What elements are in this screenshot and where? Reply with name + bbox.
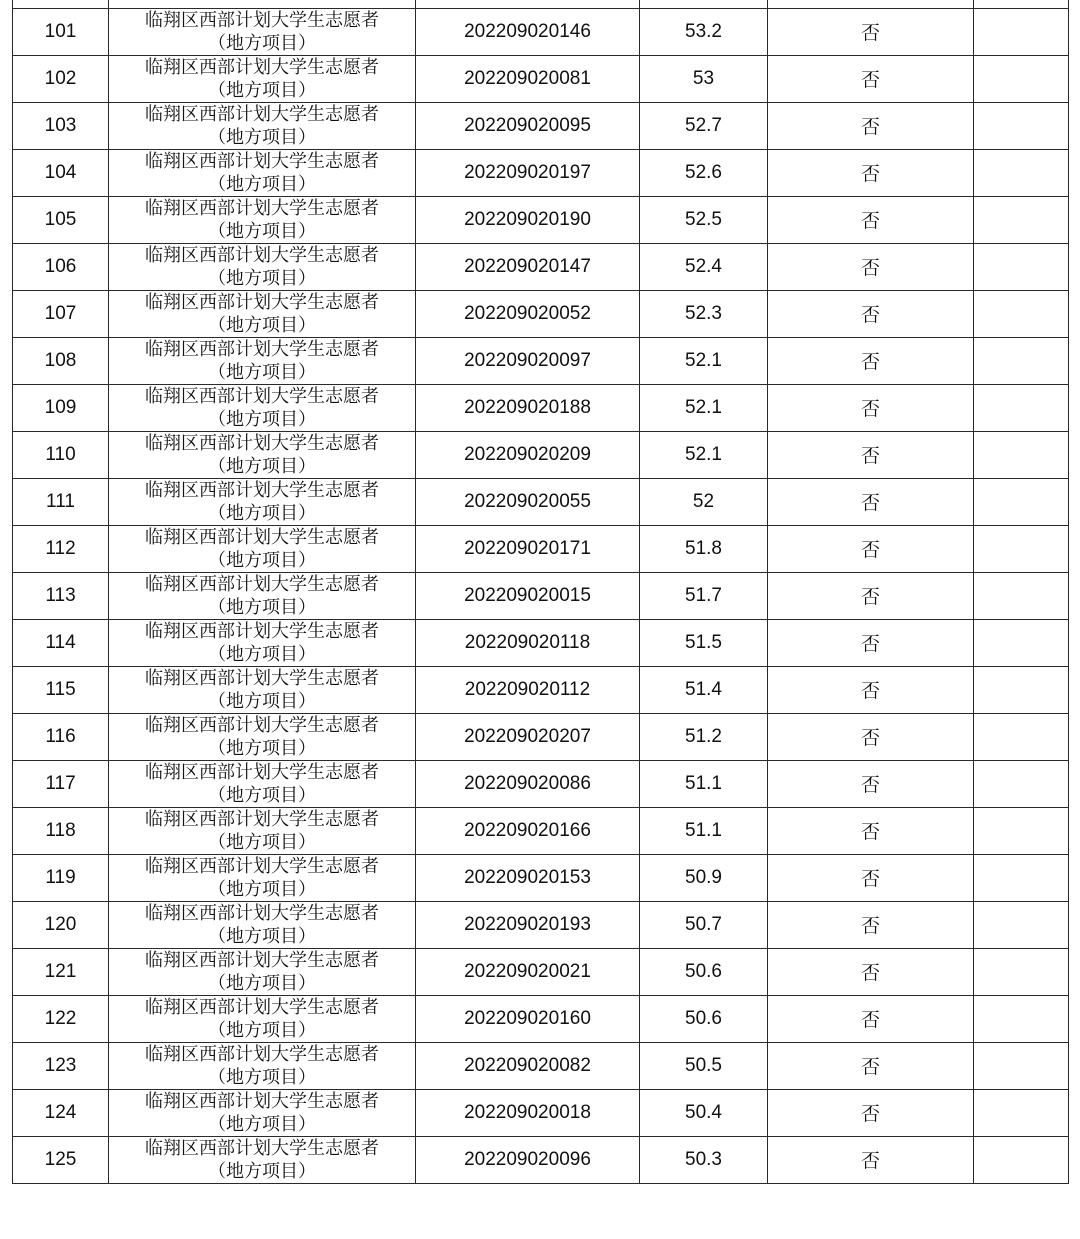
note-cell	[974, 948, 1069, 995]
note-cell	[974, 431, 1069, 478]
row-number: 125	[13, 1136, 109, 1183]
flag-value: 否	[768, 948, 974, 995]
table-row	[13, 8, 1069, 55]
exam-id: 202209020112	[416, 666, 640, 713]
position-name-line1: 临翔区西部计划大学生志愿者	[145, 9, 379, 31]
position-name-line2: （地方项目）	[208, 455, 316, 477]
position-name-line1: 临翔区西部计划大学生志愿者	[145, 949, 379, 971]
position-name-line2: （地方项目）	[208, 690, 316, 712]
position-name-line1: 临翔区西部计划大学生志愿者	[145, 808, 379, 830]
exam-id: 202209020021	[416, 948, 640, 995]
flag-value: 否	[768, 1136, 974, 1183]
position-name-line1: 临翔区西部计划大学生志愿者	[145, 667, 379, 689]
note-cell	[974, 149, 1069, 196]
note-cell	[974, 243, 1069, 290]
position-name-line2: （地方项目）	[208, 1113, 316, 1135]
position-name	[109, 102, 416, 149]
table-row	[13, 243, 1069, 290]
position-name	[109, 290, 416, 337]
table-row	[13, 196, 1069, 243]
table-row	[13, 854, 1069, 901]
flag-value: 否	[768, 55, 974, 102]
position-name-line2: （地方项目）	[208, 643, 316, 665]
table-row	[13, 1042, 1069, 1089]
row-number: 107	[13, 290, 109, 337]
table-body	[13, 0, 1069, 1183]
row-number: 115	[13, 666, 109, 713]
exam-id: 202209020193	[416, 901, 640, 948]
position-name	[109, 243, 416, 290]
flag-value: 否	[768, 102, 974, 149]
score: 53	[640, 55, 768, 102]
score: 52.4	[640, 243, 768, 290]
position-name-line2: （地方项目）	[208, 1066, 316, 1088]
note-cell	[974, 807, 1069, 854]
table-row	[13, 995, 1069, 1042]
exam-id: 202209020081	[416, 55, 640, 102]
row-number: 116	[13, 713, 109, 760]
row-number: 120	[13, 901, 109, 948]
flag-value: 否	[768, 901, 974, 948]
row-number: 114	[13, 619, 109, 666]
position-name-line1: 临翔区西部计划大学生志愿者	[145, 526, 379, 548]
score: 51.2	[640, 713, 768, 760]
position-name-line2: （地方项目）	[208, 502, 316, 524]
flag-value: 否	[768, 666, 974, 713]
table-row	[13, 948, 1069, 995]
row-number: 113	[13, 572, 109, 619]
exam-id: 202209020095	[416, 102, 640, 149]
position-name	[109, 901, 416, 948]
exam-id: 202209020118	[416, 619, 640, 666]
position-name-line2: （地方项目）	[208, 408, 316, 430]
flag-value: 否	[768, 525, 974, 572]
note-cell	[974, 713, 1069, 760]
position-name-line1: 临翔区西部计划大学生志愿者	[145, 573, 379, 595]
position-name-line2: （地方项目）	[208, 79, 316, 101]
row-number: 123	[13, 1042, 109, 1089]
position-name	[109, 149, 416, 196]
position-name	[109, 1136, 416, 1183]
flag-value: 否	[768, 290, 974, 337]
score: 52	[640, 478, 768, 525]
edge-cell	[109, 0, 416, 8]
position-name-line1: 临翔区西部计划大学生志愿者	[145, 855, 379, 877]
exam-id: 202209020015	[416, 572, 640, 619]
note-cell	[974, 102, 1069, 149]
position-name	[109, 619, 416, 666]
table-row	[13, 572, 1069, 619]
score: 50.7	[640, 901, 768, 948]
position-name	[109, 525, 416, 572]
row-number: 106	[13, 243, 109, 290]
score: 50.4	[640, 1089, 768, 1136]
row-number: 110	[13, 431, 109, 478]
row-number: 121	[13, 948, 109, 995]
table-row	[13, 149, 1069, 196]
position-name-line1: 临翔区西部计划大学生志愿者	[145, 479, 379, 501]
position-name-line2: （地方项目）	[208, 596, 316, 618]
exam-id: 202209020166	[416, 807, 640, 854]
row-number: 103	[13, 102, 109, 149]
position-name-line2: （地方项目）	[208, 1019, 316, 1041]
position-name-line1: 临翔区西部计划大学生志愿者	[145, 1090, 379, 1112]
row-number: 118	[13, 807, 109, 854]
table-row	[13, 102, 1069, 149]
score: 50.3	[640, 1136, 768, 1183]
flag-value: 否	[768, 1042, 974, 1089]
row-number: 117	[13, 760, 109, 807]
exam-id: 202209020097	[416, 337, 640, 384]
note-cell	[974, 8, 1069, 55]
table-row	[13, 384, 1069, 431]
edge-cell	[768, 0, 974, 8]
row-number: 111	[13, 478, 109, 525]
table-row	[13, 666, 1069, 713]
flag-value: 否	[768, 243, 974, 290]
score: 51.8	[640, 525, 768, 572]
flag-value: 否	[768, 196, 974, 243]
flag-value: 否	[768, 431, 974, 478]
position-name-line2: （地方项目）	[208, 784, 316, 806]
exam-id: 202209020171	[416, 525, 640, 572]
table-row	[13, 1136, 1069, 1183]
position-name	[109, 384, 416, 431]
exam-id: 202209020082	[416, 1042, 640, 1089]
flag-value: 否	[768, 384, 974, 431]
position-name-line1: 临翔区西部计划大学生志愿者	[145, 338, 379, 360]
position-name-line1: 临翔区西部计划大学生志愿者	[145, 996, 379, 1018]
note-cell	[974, 384, 1069, 431]
row-number: 109	[13, 384, 109, 431]
position-name	[109, 854, 416, 901]
flag-value: 否	[768, 8, 974, 55]
note-cell	[974, 760, 1069, 807]
flag-value: 否	[768, 760, 974, 807]
flag-value: 否	[768, 619, 974, 666]
edge-cell	[974, 0, 1069, 8]
position-name-line1: 临翔区西部计划大学生志愿者	[145, 761, 379, 783]
flag-value: 否	[768, 572, 974, 619]
results-table	[12, 0, 1069, 1184]
note-cell	[974, 525, 1069, 572]
row-number: 122	[13, 995, 109, 1042]
flag-value: 否	[768, 1089, 974, 1136]
position-name-line2: （地方项目）	[208, 361, 316, 383]
exam-id: 202209020018	[416, 1089, 640, 1136]
position-name-line1: 临翔区西部计划大学生志愿者	[145, 197, 379, 219]
position-name	[109, 478, 416, 525]
row-number: 104	[13, 149, 109, 196]
flag-value: 否	[768, 478, 974, 525]
exam-id: 202209020096	[416, 1136, 640, 1183]
exam-id: 202209020153	[416, 854, 640, 901]
row-number: 112	[13, 525, 109, 572]
row-number: 119	[13, 854, 109, 901]
score: 50.6	[640, 948, 768, 995]
position-name	[109, 807, 416, 854]
position-name-line2: （地方项目）	[208, 737, 316, 759]
score: 52.5	[640, 196, 768, 243]
exam-id: 202209020188	[416, 384, 640, 431]
position-name	[109, 1089, 416, 1136]
position-name	[109, 431, 416, 478]
score: 52.1	[640, 337, 768, 384]
position-name	[109, 55, 416, 102]
edge-cell	[416, 0, 640, 8]
table-row	[13, 760, 1069, 807]
note-cell	[974, 55, 1069, 102]
note-cell	[974, 196, 1069, 243]
flag-value: 否	[768, 337, 974, 384]
position-name-line2: （地方项目）	[208, 267, 316, 289]
note-cell	[974, 1089, 1069, 1136]
position-name-line2: （地方项目）	[208, 32, 316, 54]
row-number: 101	[13, 8, 109, 55]
score: 52.1	[640, 431, 768, 478]
flag-value: 否	[768, 854, 974, 901]
position-name-line1: 临翔区西部计划大学生志愿者	[145, 56, 379, 78]
results-sheet	[12, 0, 1068, 1184]
score: 50.6	[640, 995, 768, 1042]
table-row	[13, 619, 1069, 666]
position-name-line2: （地方项目）	[208, 549, 316, 571]
position-name-line1: 临翔区西部计划大学生志愿者	[145, 244, 379, 266]
position-name-line2: （地方项目）	[208, 925, 316, 947]
score: 51.4	[640, 666, 768, 713]
position-name	[109, 666, 416, 713]
edge-cell	[13, 0, 109, 8]
note-cell	[974, 666, 1069, 713]
note-cell	[974, 337, 1069, 384]
position-name-line2: （地方项目）	[208, 878, 316, 900]
position-name-line1: 临翔区西部计划大学生志愿者	[145, 1043, 379, 1065]
table-row	[13, 901, 1069, 948]
position-name-line1: 临翔区西部计划大学生志愿者	[145, 103, 379, 125]
score: 51.5	[640, 619, 768, 666]
score: 51.1	[640, 760, 768, 807]
note-cell	[974, 1042, 1069, 1089]
position-name	[109, 337, 416, 384]
position-name-line1: 临翔区西部计划大学生志愿者	[145, 1137, 379, 1159]
exam-id: 202209020052	[416, 290, 640, 337]
table-row	[13, 525, 1069, 572]
position-name-line1: 临翔区西部计划大学生志愿者	[145, 291, 379, 313]
row-number: 124	[13, 1089, 109, 1136]
exam-id: 202209020197	[416, 149, 640, 196]
note-cell	[974, 901, 1069, 948]
position-name-line2: （地方项目）	[208, 314, 316, 336]
score: 53.2	[640, 8, 768, 55]
exam-id: 202209020146	[416, 8, 640, 55]
score: 51.1	[640, 807, 768, 854]
score: 52.7	[640, 102, 768, 149]
exam-id: 202209020190	[416, 196, 640, 243]
exam-id: 202209020147	[416, 243, 640, 290]
flag-value: 否	[768, 713, 974, 760]
note-cell	[974, 572, 1069, 619]
position-name-line1: 临翔区西部计划大学生志愿者	[145, 620, 379, 642]
row-number: 102	[13, 55, 109, 102]
exam-id: 202209020160	[416, 995, 640, 1042]
position-name	[109, 948, 416, 995]
position-name	[109, 8, 416, 55]
position-name	[109, 760, 416, 807]
score: 51.7	[640, 572, 768, 619]
score: 50.9	[640, 854, 768, 901]
position-name	[109, 1042, 416, 1089]
table-row	[13, 55, 1069, 102]
position-name-line2: （地方项目）	[208, 126, 316, 148]
row-number: 108	[13, 337, 109, 384]
table-row	[13, 807, 1069, 854]
note-cell	[974, 619, 1069, 666]
table-row	[13, 478, 1069, 525]
table-row	[13, 290, 1069, 337]
score: 52.6	[640, 149, 768, 196]
row-number: 105	[13, 196, 109, 243]
note-cell	[974, 478, 1069, 525]
position-name-line2: （地方项目）	[208, 831, 316, 853]
position-name	[109, 995, 416, 1042]
position-name	[109, 572, 416, 619]
position-name-line2: （地方项目）	[208, 173, 316, 195]
note-cell	[974, 290, 1069, 337]
position-name	[109, 196, 416, 243]
flag-value: 否	[768, 149, 974, 196]
position-name-line1: 临翔区西部计划大学生志愿者	[145, 385, 379, 407]
position-name-line1: 临翔区西部计划大学生志愿者	[145, 150, 379, 172]
score: 52.3	[640, 290, 768, 337]
edge-cell	[640, 0, 768, 8]
flag-value: 否	[768, 807, 974, 854]
exam-id: 202209020207	[416, 713, 640, 760]
position-name-line1: 临翔区西部计划大学生志愿者	[145, 902, 379, 924]
table-row	[13, 431, 1069, 478]
score: 52.1	[640, 384, 768, 431]
note-cell	[974, 854, 1069, 901]
note-cell	[974, 1136, 1069, 1183]
position-name-line2: （地方项目）	[208, 1160, 316, 1182]
note-cell	[974, 995, 1069, 1042]
table-row	[13, 337, 1069, 384]
position-name-line2: （地方项目）	[208, 972, 316, 994]
score: 50.5	[640, 1042, 768, 1089]
exam-id: 202209020086	[416, 760, 640, 807]
table-top-edge	[13, 0, 1069, 8]
exam-id: 202209020055	[416, 478, 640, 525]
flag-value: 否	[768, 995, 974, 1042]
position-name-line2: （地方项目）	[208, 220, 316, 242]
position-name	[109, 713, 416, 760]
position-name-line1: 临翔区西部计划大学生志愿者	[145, 714, 379, 736]
table-row	[13, 713, 1069, 760]
table-row	[13, 1089, 1069, 1136]
position-name-line1: 临翔区西部计划大学生志愿者	[145, 432, 379, 454]
exam-id: 202209020209	[416, 431, 640, 478]
